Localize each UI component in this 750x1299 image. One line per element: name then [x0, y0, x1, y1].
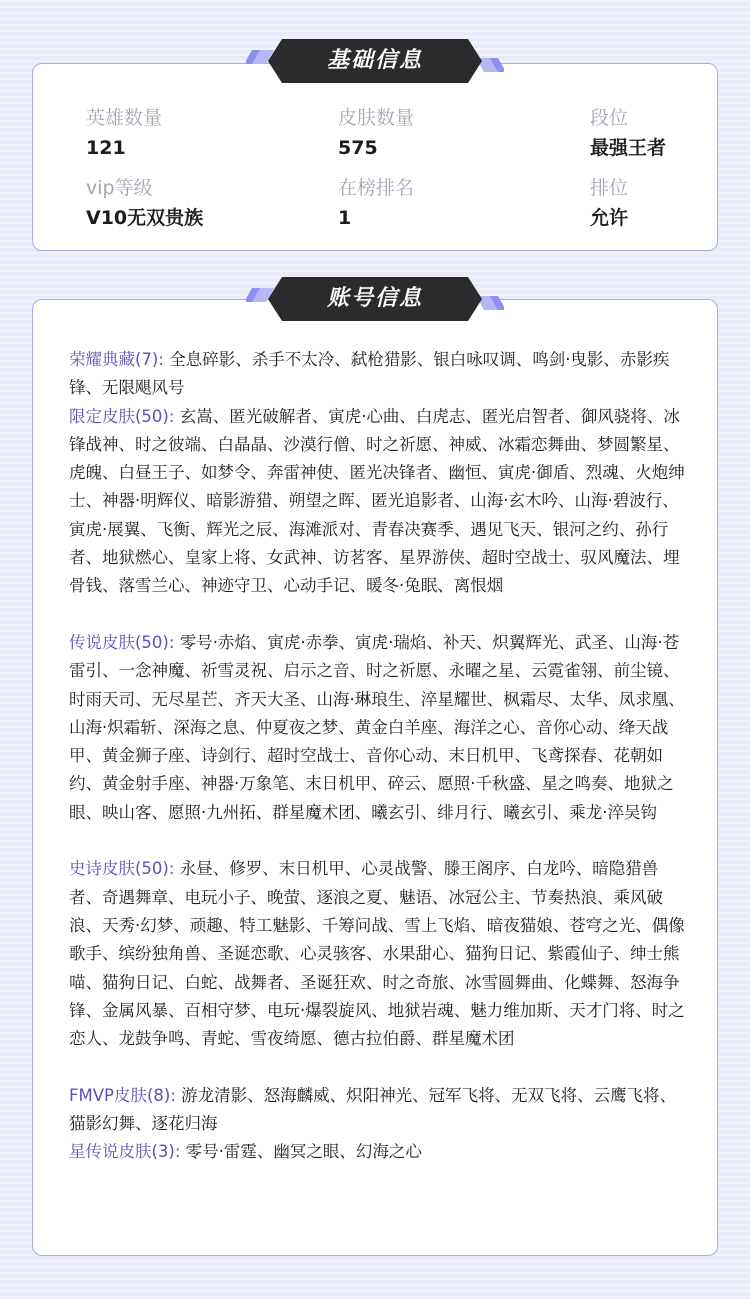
- skin-category-limited: [69, 403, 691, 601]
- category-label: 星传说皮肤(3):: [69, 1142, 181, 1162]
- basic-info-title: 基础信息: [326, 48, 423, 73]
- stat-value: 最强王者: [590, 137, 667, 159]
- stat-value: 1: [338, 207, 352, 229]
- category-items: 玄嵩、匿光破解者、寅虎·心曲、白虎志、匿光启智者、御风骁将、冰锋战神、时之彼端、白晶晶、沙漠行僧、时之祈愿、神威、冰霜恋舞曲、梦圆繁星、虎魄、白昼王子、如梦令、奔雷神使、匿光决锋者、幽恒、寅虎·御盾、烈魂、火炮绅士、神器·明辉仪、暗影游猎、朔望之晖、匿光追影者、山海·玄木吟、山海·碧波行、寅虎·展翼、飞衡、辉光之辰、海滩派对、青春决赛季、遇见飞天、银河之约、孙行者、地狱燃心、皇家上将、女武神、访茗客、星界游侠、超时空战士、驭风魔法、埋骨钱、落雪兰心、神迹守卫、心动手记、暖冬·兔眠、离恨烟: [69, 406, 685, 596]
- skin-category-honor: [69, 346, 691, 403]
- stat-skin-count: [338, 105, 538, 161]
- stat-value: V10无双贵族: [86, 207, 204, 229]
- stat-rank-tier: [590, 105, 750, 161]
- stat-label: 在榜排名: [338, 177, 415, 199]
- spacer: [69, 1053, 691, 1081]
- category-items: 永昼、修罗、末日机甲、心灵战警、滕王阁序、白龙吟、暗隐猎兽者、奇遇舞章、电玩小子、晚萤、逐浪之夏、魅语、冰冠公主、节奏热浪、乘风破浪、天秀·幻梦、顽趣、特工魅影、千筹问战、雪上飞焰、暗夜猫娘、苍穹之光、偶像歌手、缤纷独角兽、圣诞恋歌、心灵骇客、水果甜心、猫狗日记、紫霞仙子、绅士熊喵、猫狗日记、白蛇、战舞者、圣诞狂欢、时之奇旅、冰雪圆舞曲、化蝶舞、怒海争锋、金属风暴、百相守梦、电玩·爆裂旋风、地狱岩魂、魅力维加斯、天才门将、时之恋人、龙鼓争鸣、青蛇、雪夜绮愿、德古拉伯爵、群星魔术团: [69, 859, 685, 1049]
- category-items: 游龙清影、怒海麟威、炽阳神光、冠军飞将、无双飞将、云鹰飞将、猫影幻舞、逐花归海: [69, 1085, 677, 1134]
- skin-category-fmvp: [69, 1082, 691, 1139]
- category-items: 零号·雷霆、幽冥之眼、幻海之心: [185, 1142, 422, 1162]
- stat-value: 121: [86, 137, 126, 159]
- category-label: 史诗皮肤(50):: [69, 859, 175, 879]
- basic-info-header: [246, 38, 504, 84]
- stat-label: 皮肤数量: [338, 107, 415, 129]
- stat-value: 允许: [590, 207, 629, 229]
- category-items: 零号·赤焰、寅虎·赤拳、寅虎·瑞焰、补天、炽翼辉光、武圣、山海·苍雷引、一念神魔、祈雪灵祝、启示之音、时之祈愿、永曜之星、云霓雀翎、前尘镜、时雨天司、无尽星芒、齐天大圣、山海·琳琅生、淬星耀世、枫霜尽、太华、凤求凰、山海·炽霜斩、深海之息、仲夏夜之梦、黄金白羊座、海洋之心、音你心动、绛天战甲、黄金狮子座、诗剑行、超时空战士、音你心动、末日机甲、飞鸢探春、花朝如约、黄金射手座、神器·万象笔、末日机甲、碎云、愿照·千秋盛、星之鸣奏、地狱之眼、映山客、愿照·九州拓、群星魔术团、曦玄引、绯月行、曦玄引、乘龙·淬吴钩: [69, 632, 685, 822]
- category-label: FMVP皮肤(8):: [69, 1085, 176, 1105]
- basic-info-card: [32, 63, 718, 251]
- stat-label: 英雄数量: [86, 107, 163, 129]
- spacer: [69, 601, 691, 629]
- skin-category-epic: [69, 855, 691, 1053]
- skin-category-legend: [69, 629, 691, 827]
- stat-ranked-allowed: [590, 175, 750, 231]
- skin-list: [69, 346, 691, 1167]
- stat-leaderboard-rank: [338, 175, 538, 231]
- stat-value: 575: [338, 137, 378, 159]
- category-label: 限定皮肤(50):: [69, 406, 175, 426]
- category-items: 全息碎影、杀手不太冷、弑枪猎影、银白咏叹调、鸣剑·曳影、赤影疾锋、无限飓风号: [69, 350, 670, 398]
- stat-label: 排位: [590, 177, 629, 199]
- category-label: 荣耀典藏(7):: [69, 350, 164, 369]
- stat-label: vip等级: [86, 177, 153, 199]
- account-info-card: [32, 299, 718, 1256]
- account-info-header: [246, 276, 504, 322]
- stat-vip-level: [86, 175, 286, 231]
- account-info-title: 账号信息: [326, 286, 423, 311]
- stat-label: 段位: [590, 107, 629, 129]
- skin-category-star-legend: [69, 1138, 691, 1166]
- spacer: [69, 827, 691, 855]
- category-label: 传说皮肤(50):: [69, 632, 175, 652]
- stat-hero-count: [86, 105, 286, 161]
